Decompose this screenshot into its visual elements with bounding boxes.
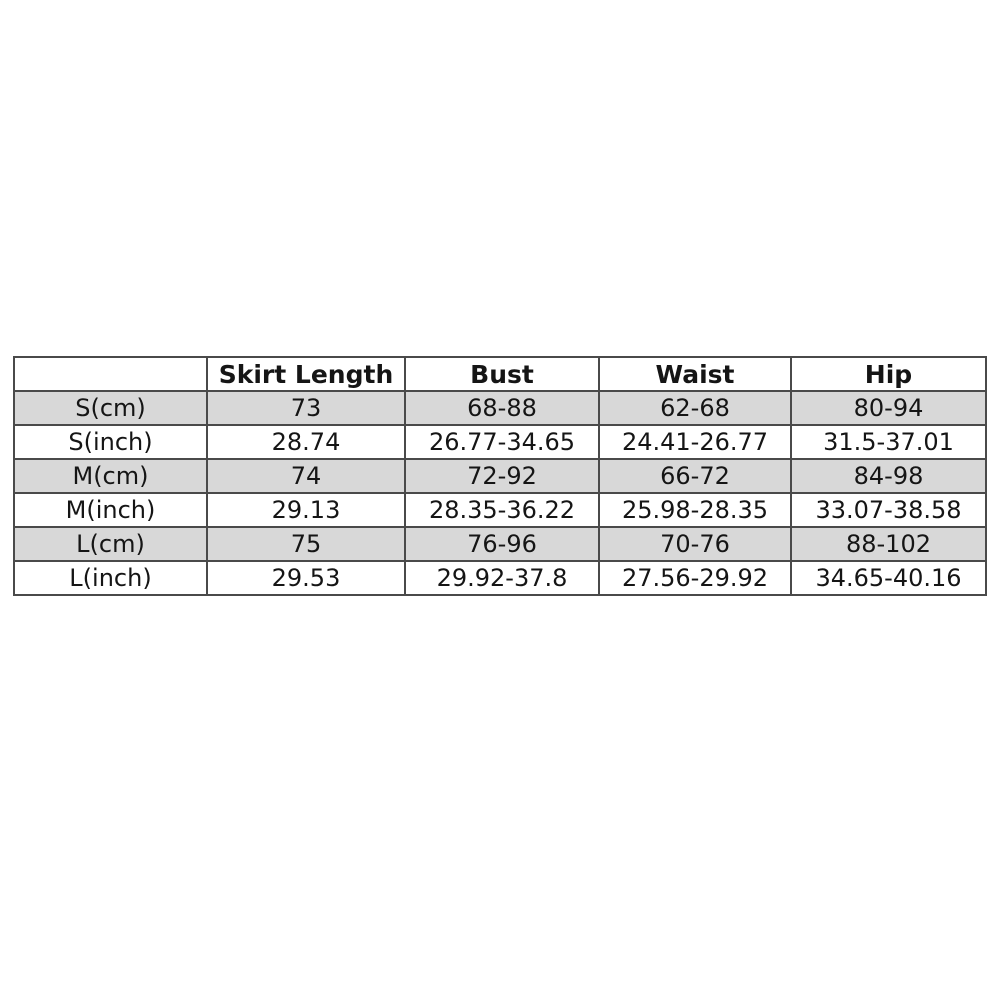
table-row-m-inch xyxy=(14,493,986,527)
row-label: S(inch) xyxy=(14,425,207,459)
table-cell: 27.56-29.92 xyxy=(599,561,791,595)
table-cell: 76-96 xyxy=(405,527,599,561)
table-cell: 29.92-37.8 xyxy=(405,561,599,595)
table-cell: 75 xyxy=(207,527,405,561)
table-cell: 28.35-36.22 xyxy=(405,493,599,527)
header-cell-hip: Hip xyxy=(791,357,986,391)
table-cell: 84-98 xyxy=(791,459,986,493)
table-cell: 80-94 xyxy=(791,391,986,425)
header-row xyxy=(14,357,986,391)
table-cell: 33.07-38.58 xyxy=(791,493,986,527)
table-row-m-cm xyxy=(14,459,986,493)
table-cell: 73 xyxy=(207,391,405,425)
table-cell: 29.13 xyxy=(207,493,405,527)
row-label: M(cm) xyxy=(14,459,207,493)
table-cell: 28.74 xyxy=(207,425,405,459)
table-row-l-cm xyxy=(14,527,986,561)
table-cell: 31.5-37.01 xyxy=(791,425,986,459)
table-cell: 24.41-26.77 xyxy=(599,425,791,459)
table-row-l-inch xyxy=(14,561,986,595)
table-cell: 88-102 xyxy=(791,527,986,561)
row-label: L(cm) xyxy=(14,527,207,561)
table-row-s-inch xyxy=(14,425,986,459)
table-cell: 25.98-28.35 xyxy=(599,493,791,527)
table-cell: 62-68 xyxy=(599,391,791,425)
table-cell: 68-88 xyxy=(405,391,599,425)
table-cell: 34.65-40.16 xyxy=(791,561,986,595)
table-cell: 74 xyxy=(207,459,405,493)
table-cell: 72-92 xyxy=(405,459,599,493)
header-cell-skirt-length: Skirt Length xyxy=(207,357,405,391)
table-row-s-cm xyxy=(14,391,986,425)
header-cell-waist: Waist xyxy=(599,357,791,391)
row-label: S(cm) xyxy=(14,391,207,425)
size-chart-table xyxy=(13,356,987,596)
table-cell: 26.77-34.65 xyxy=(405,425,599,459)
table-cell: 29.53 xyxy=(207,561,405,595)
table-cell: 70-76 xyxy=(599,527,791,561)
row-label: L(inch) xyxy=(14,561,207,595)
row-label: M(inch) xyxy=(14,493,207,527)
header-cell-empty xyxy=(14,357,207,391)
table-cell: 66-72 xyxy=(599,459,791,493)
header-cell-bust: Bust xyxy=(405,357,599,391)
